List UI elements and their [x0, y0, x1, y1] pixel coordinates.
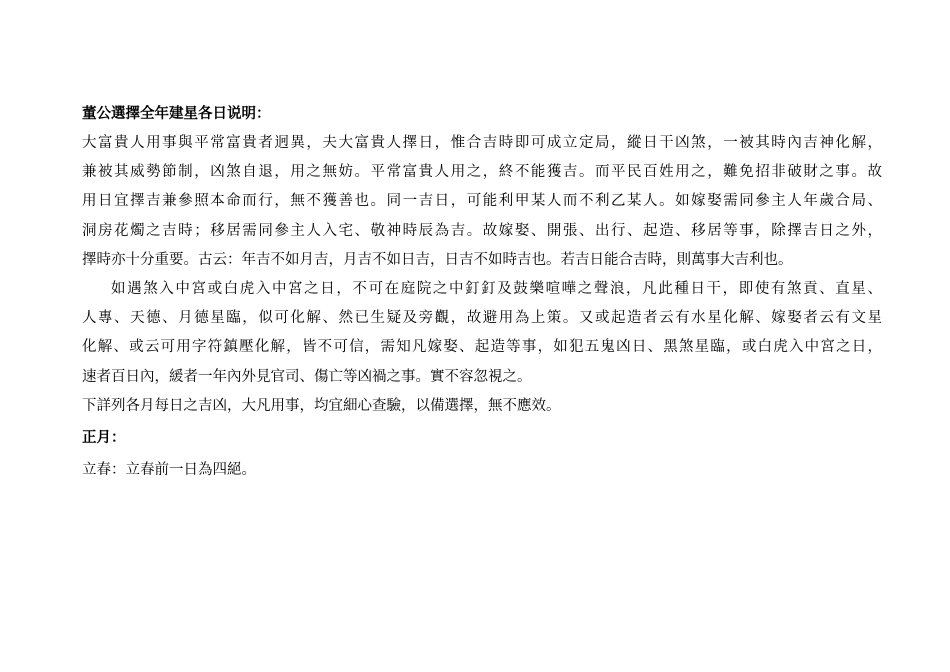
- warning-paragraph: [82, 275, 882, 392]
- paragraph-line: 洞房花燭之吉時；移居需同參主人入宅、敬神時辰為吉。故嫁娶、開張、出行、起造、移居等事，除擇吉日之外，: [82, 222, 882, 239]
- document-title: 董公選擇全年建星各日说明：: [82, 106, 271, 122]
- document-page: [82, 100, 882, 485]
- intro-paragraph: [82, 129, 882, 275]
- month-heading: 正月：: [82, 430, 126, 447]
- paragraph-line: 兼被其威勢節制，凶煞自退，用之無妨。平常富貴人用之，終不能獲吉。而平民百姓用之，難免招非破財之事。故: [82, 164, 882, 181]
- listing-intro: 下詳列各月每日之吉凶，大凡用事，均宜細心查驗，以備選擇，無不應效。: [82, 397, 561, 414]
- paragraph-line: 速者百日內，緩者一年內外見官司、傷亡等凶禍之事。實不容忽視之。: [82, 368, 532, 385]
- paragraph-line: 如遇煞入中宮或白虎入中宮之日，不可在庭院之中釘釘及鼓樂喧嘩之聲浪，凡此種日干，即使有煞貢、直星、: [111, 281, 882, 298]
- paragraph-line: 化解、或云可用字符鎮壓化解，皆不可信，需知凡嫁娶、起造等事，如犯五鬼凶日、黑煞星臨，或白虎入中宮之日，: [82, 339, 882, 356]
- paragraph-line: 用日宜擇吉兼參照本命而行，無不獲善也。同一吉日，可能利甲某人而不利乙某人。如嫁娶需同參主人年歲合局、: [82, 193, 882, 210]
- solar-term-entry: 立春：立春前一日為四絕。: [82, 462, 256, 479]
- paragraph-line: 大富貴人用事與平常富貴者迥異，夫大富貴人擇日，惟合吉時即可成立定局，縱日干凶煞，一被其時內吉神化解，: [82, 135, 882, 151]
- paragraph-line: 擇時亦十分重要。古云：年吉不如月吉，月吉不如日吉，日吉不如時吉也。若吉日能合吉時，則萬事大吉利也。: [82, 251, 793, 268]
- paragraph-line: 人專、天德、月德星臨，似可化解、然已生疑及旁觀，故避用為上策。又或起造者云有水星化解、嫁娶者云有文星: [82, 310, 882, 327]
